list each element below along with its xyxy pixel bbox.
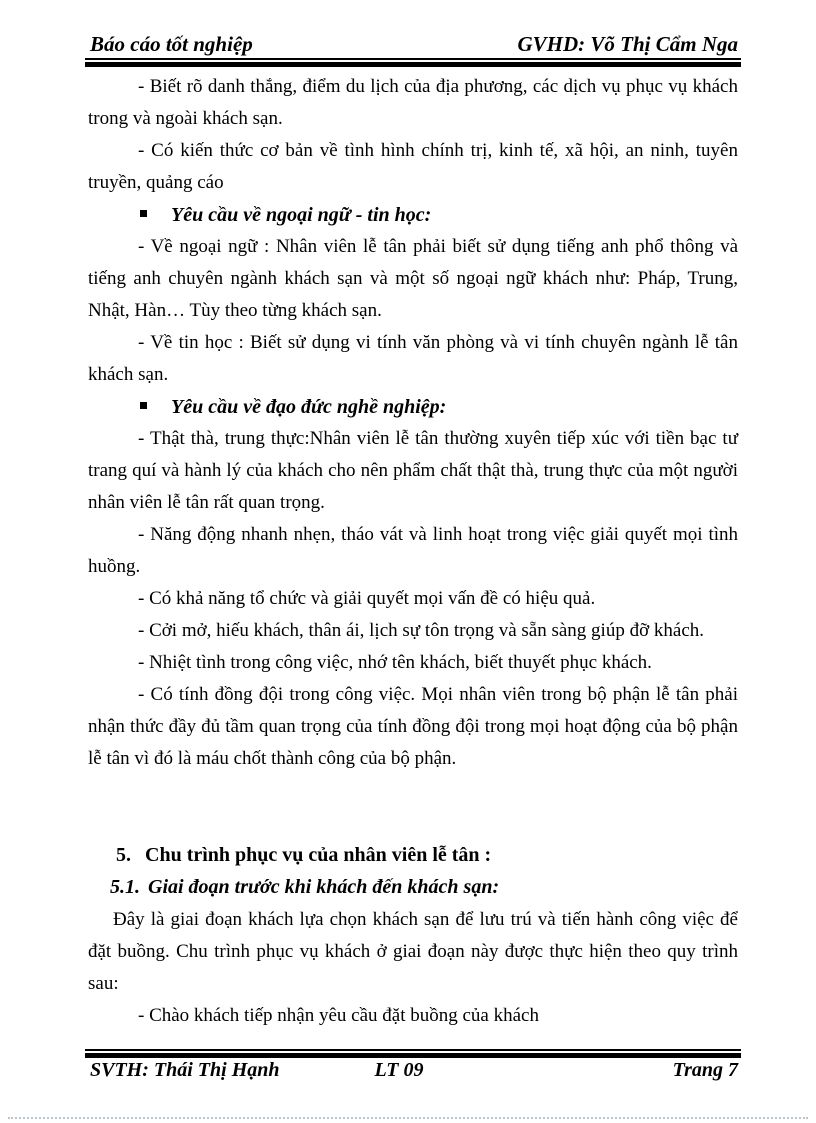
subsection-number: 5.1.: [110, 876, 140, 898]
paragraph: - Có tính đồng đội trong công việc. Mọi nhân viên trong bộ phận lễ tân phải nhận thức đầy đủ tầm quan trọng của tính đồng đội trong mọi hoạt động của bộ phận lễ tân vì đó là máu chốt thành công của bộ phận.: [88, 684, 738, 769]
paragraph: Đây là giai đoạn khách lựa chọn khách sạn để lưu trú và tiến hành công việc để đặt buồng. Chu trình phục vụ khách ở giai đoạn này được thực hiện theo quy trình sau:: [88, 909, 738, 994]
header-rule: [85, 58, 741, 67]
footer-student-name: SVTH: Thái Thị Hạnh: [90, 1059, 280, 1081]
paragraph: - Năng động nhanh nhẹn, tháo vát và linh hoạt trong việc giải quyết mọi tình huồng.: [88, 524, 738, 577]
paragraph: - Cởi mở, hiếu khách, thân ái, lịch sự tôn trọng và sẵn sàng giúp đỡ khách.: [138, 620, 705, 641]
subsection-heading-text: Giai đoạn trước khi khách đến khách sạn:: [148, 876, 500, 898]
square-bullet-icon: [140, 402, 147, 409]
page-header: [90, 31, 738, 57]
footer-class-code: LT 09: [374, 1059, 424, 1081]
paragraph: - Có khả năng tổ chức và giải quyết mọi vấn đề có hiệu quả.: [138, 588, 596, 609]
bullet-heading-text: Yêu cầu về đạo đức nghề nghiệp:: [171, 396, 447, 418]
document-body: [88, 71, 738, 1032]
footer-rule: [85, 1049, 741, 1058]
subsection-heading: [88, 871, 738, 904]
paragraph: - Có kiến thức cơ bản về tình hình chính trị, kinh tế, xã hội, an ninh, tuyên truyền, quảng cáo: [88, 140, 738, 193]
header-report-title: Báo cáo tốt nghiệp: [90, 32, 253, 56]
section-heading-text: Chu trình phục vụ của nhân viên lễ tân :: [145, 844, 492, 866]
bullet-heading: [88, 391, 738, 423]
paragraph: - Thật thà, trung thực:Nhân viên lễ tân thường xuyên tiếp xúc với tiền bạc tư trang quí và hành lý của khách cho nên phẩm chất thật thà, trung thực của một người nhân viên lễ tân rất quan trọng.: [88, 428, 738, 513]
section-heading: [88, 839, 738, 871]
paragraph: - Về tin học : Biết sử dụng vi tính văn phòng và vi tính chuyên ngành lễ tân khách sạn.: [88, 332, 738, 385]
section-number: 5.: [116, 844, 131, 866]
paragraph: - Biết rõ danh thắng, điểm du lịch của địa phương, các dịch vụ phục vụ khách trong và ngoài khách sạn.: [88, 76, 738, 129]
page-footer: [90, 1059, 738, 1082]
square-bullet-icon: [140, 210, 147, 217]
paragraph: - Nhiệt tình trong công việc, nhớ tên khách, biết thuyết phục khách.: [138, 652, 652, 673]
bullet-heading: [88, 199, 738, 231]
paragraph: - Chào khách tiếp nhận yêu cầu đặt buồng của khách: [138, 1005, 539, 1026]
bullet-heading-text: Yêu cầu về ngoại ngữ - tin học:: [171, 204, 432, 226]
footer-page-number: Trang 7: [672, 1059, 738, 1081]
header-advisor-name: GVHD: Võ Thị Cẩm Nga: [517, 32, 738, 56]
page-boundary-dotted-line: [8, 1117, 808, 1119]
paragraph: - Về ngoại ngữ : Nhân viên lễ tân phải biết sử dụng tiếng anh phổ thông và tiếng anh chuyên ngành khách sạn và một số ngoại ngữ khách như: Pháp, Trung, Nhật, Hàn… Tùy theo từng khách sạn.: [88, 236, 738, 321]
